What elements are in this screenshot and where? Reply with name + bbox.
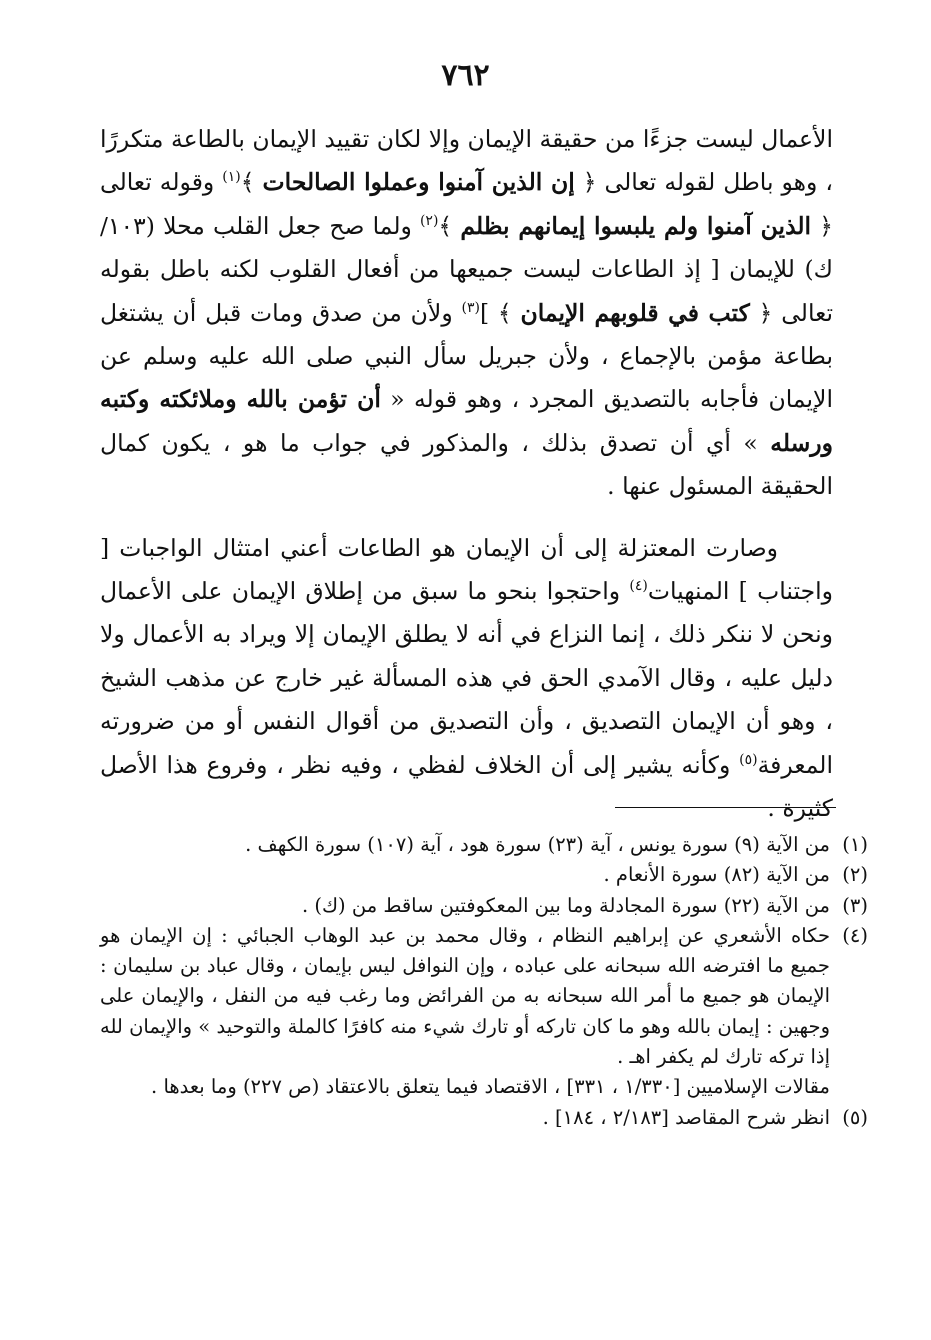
footnote-number: (٥) [842, 1105, 868, 1129]
footnote-ref: (٥) [739, 751, 758, 768]
footnote-number: (١) [842, 833, 868, 856]
footnote [100, 891, 868, 921]
footnote [100, 1103, 868, 1133]
quoted-verse: الذين آمنوا ولم يلبسوا إيمانهم بظلم [460, 211, 812, 240]
footnote-text: من الآية (٢٢) سورة المجادلة وما بين المعكوفتين ساقط من (ك) . [301, 893, 830, 917]
footnote-text: انظر شرح المقاصد [٢/١٨٣ ، ١٨٤] . [542, 1105, 830, 1129]
footnotes [100, 830, 868, 1133]
footnote [100, 860, 868, 890]
footnote-number: (٢) [842, 863, 868, 887]
footnote-text: من الآية (٩) سورة يونس ، آية (٢٣) سورة هود ، آية (١٠٧) سورة الكهف . [245, 833, 830, 856]
footnote-ref: (٤) [629, 578, 648, 595]
footnote-text: مقالات الإسلاميين [١/٣٣٠ ، ٣٣١] ، الاقتصاد فيما يتعلق بالاعتقاد (ص ٢٢٧) وما بعدها . [151, 1075, 830, 1099]
paragraph-2 [100, 527, 833, 831]
text-run: ﴾ [438, 211, 461, 240]
footnote [100, 921, 868, 1072]
footnote-text: حكاه الأشعري عن إبراهيم النظام ، وقال محمد بن عبد الوهاب الجبائي : إن الإيمان هو جميع ما افترضه الله سبحانه على عباده ، وإن النوافل ليس بإيمان ، وقال عباد بن سليمان : الإيمان هو جميع ما أمر الله سبحانه به من الفرائض وما رغب فيه من النفل ، والإيمان على وجهين : إيمان بالله وهو ما كان تاركه أو تارك شيء منه كافرًا كالملة والتوحيد » والإيمان لله إذا تركه تارك لم يكفر اهـ . [100, 923, 830, 1069]
text-run: ولما صح جعل القلب محلا (١٠٣/ك) للإيمان [ إذ الطاعات ليست جميعها من أفعال القلوب لكنه باطل بقوله تعالى ﴿ [100, 211, 833, 327]
footnote [100, 1072, 868, 1102]
footnote-number: (٣) [842, 893, 868, 917]
text-run: واحتجوا بنحو ما سبق من إطلاق الإيمان على الأعمال ونحن لا ننكر ذلك ، إنما النزاع في أنه لا يطلق الإيمان إلا ويراد به الأعمال ولا دليل عليه ، وقال الآمدي الحق في هذه المسألة غير خارج عن مذهب الشيخ ، وهو أن الإيمان التصديق ، وأن التصديق من أقوال النفس أو من ضرورته المعرفة [100, 577, 833, 779]
text-run: ولأن من صدق ومات قبل أن يشتغل بطاعة مؤمن بالإجماع ، ولأن جبريل سأل النبي صلى الله عليه وسلم عن الإيمان فأجابه بالتصديق المجرد ، وهو قوله « [100, 298, 833, 414]
text-run: ﴾ [240, 168, 263, 197]
footnote-separator [615, 807, 836, 808]
quoted-verse: كتب في قلوبهم الإيمان [520, 298, 750, 327]
main-text [100, 118, 833, 831]
text-run: وقوله تعالى ﴿ [100, 168, 833, 240]
footnote-text: من الآية (٨٢) سورة الأنعام . [603, 863, 830, 887]
footnote-number: (٤) [842, 923, 868, 947]
text-run: وصارت المعتزلة إلى أن الإيمان هو الطاعات أعني امتثال الواجبات [ واجتناب ] المنهيات [100, 533, 833, 606]
footnote-ref: (١) [222, 169, 241, 186]
footnote-ref: (٣) [461, 299, 480, 316]
text-run: » أي أن تصدق بذلك ، والمذكور في جواب ما هو ، يكون كمال الحقيقة المسئول عنها . [100, 428, 833, 501]
quoted-verse: إن الذين آمنوا وعملوا الصالحات [262, 168, 575, 197]
footnote-ref: (٢) [419, 212, 439, 229]
text-run: وكأنه يشير إلى أن الخلاف لفظي ، وفيه نظر ، وفروع هذا الأصل كثيرة . [100, 750, 833, 823]
paragraph-1 [100, 118, 833, 509]
quoted-verse: أن تؤمن بالله وملائكته وكتبه ورسله [100, 385, 833, 457]
text-run: الأعمال ليست جزءًا من حقيقة الإيمان وإلا لكان تقييد الإيمان بالطاعة متكررًا ، وهو باطل لقوله تعالى ﴿ [100, 125, 833, 197]
page-number: ٧٦٢ [441, 58, 490, 93]
footnote [100, 830, 868, 860]
text-run: ﴾ ] [479, 298, 521, 327]
